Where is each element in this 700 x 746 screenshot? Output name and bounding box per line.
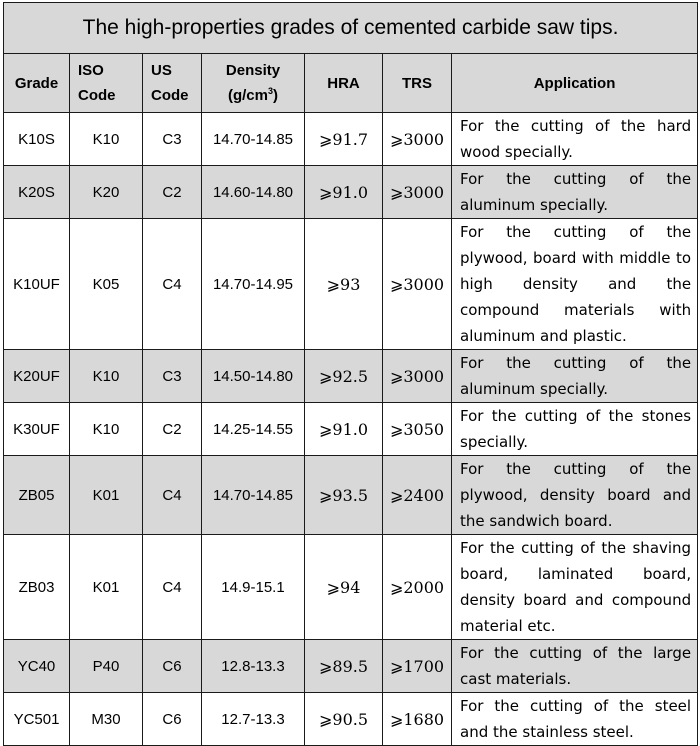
cell-iso-code: K10 bbox=[70, 350, 143, 403]
cell-trs: ⩾3000 bbox=[383, 113, 452, 166]
table-row bbox=[4, 693, 698, 746]
cell-grade: K10S bbox=[4, 113, 70, 166]
cell-us-code: C4 bbox=[143, 456, 202, 535]
cell-grade: YC40 bbox=[4, 640, 70, 693]
cell-application: For the cutting of the aluminum specially. bbox=[452, 166, 698, 219]
cell-application: For the cutting of the hard wood specially. bbox=[452, 113, 698, 166]
cell-application: For the cutting of the aluminum specially. bbox=[452, 350, 698, 403]
cell-grade: K20UF bbox=[4, 350, 70, 403]
cell-hra: ⩾94 bbox=[305, 535, 383, 640]
cell-iso-code: K01 bbox=[70, 535, 143, 640]
cell-hra: ⩾92.5 bbox=[305, 350, 383, 403]
cell-trs: ⩾3050 bbox=[383, 403, 452, 456]
cell-trs: ⩾2000 bbox=[383, 535, 452, 640]
cell-iso-code: M30 bbox=[70, 693, 143, 746]
cell-trs: ⩾3000 bbox=[383, 219, 452, 350]
cell-hra: ⩾91.7 bbox=[305, 113, 383, 166]
cell-grade: ZB05 bbox=[4, 456, 70, 535]
cell-us-code: C2 bbox=[143, 166, 202, 219]
header-density bbox=[202, 54, 305, 113]
cell-density: 14.25-14.55 bbox=[202, 403, 305, 456]
header-iso-line2: Code bbox=[78, 87, 116, 104]
cell-us-code: C4 bbox=[143, 219, 202, 350]
cell-application: For the cutting of the plywood, density board and the sandwich board. bbox=[452, 456, 698, 535]
header-grade: Grade bbox=[4, 54, 70, 113]
header-hra: HRA bbox=[305, 54, 383, 113]
cell-grade: ZB03 bbox=[4, 535, 70, 640]
table-row bbox=[4, 403, 698, 456]
cell-trs: ⩾1700 bbox=[383, 640, 452, 693]
cell-us-code: C2 bbox=[143, 403, 202, 456]
header-density-close: ) bbox=[273, 87, 279, 104]
header-us-code bbox=[143, 54, 202, 113]
table-row bbox=[4, 456, 698, 535]
cell-trs: ⩾2400 bbox=[383, 456, 452, 535]
cell-application: For the cutting of the large cast materials. bbox=[452, 640, 698, 693]
table-body bbox=[4, 113, 698, 746]
table-row bbox=[4, 535, 698, 640]
cell-grade: K20S bbox=[4, 166, 70, 219]
cell-hra: ⩾91.0 bbox=[305, 166, 383, 219]
cell-grade: K30UF bbox=[4, 403, 70, 456]
cell-application: For the cutting of the stones specially. bbox=[452, 403, 698, 456]
cell-application: For the cutting of the plywood, board with middle to high density and the compound materials with aluminum and plastic. bbox=[452, 219, 698, 350]
cell-hra: ⩾91.0 bbox=[305, 403, 383, 456]
header-iso-line1: ISO bbox=[78, 62, 104, 79]
cell-us-code: C3 bbox=[143, 350, 202, 403]
header-density-sup: 3 bbox=[268, 86, 274, 96]
cell-density: 12.7-13.3 bbox=[202, 693, 305, 746]
cell-hra: ⩾90.5 bbox=[305, 693, 383, 746]
cell-hra: ⩾89.5 bbox=[305, 640, 383, 693]
cell-hra: ⩾93 bbox=[305, 219, 383, 350]
table-row bbox=[4, 219, 698, 350]
cell-application: For the cutting of the steel and the stainless steel. bbox=[452, 693, 698, 746]
cell-iso-code: K01 bbox=[70, 456, 143, 535]
cell-iso-code: K10 bbox=[70, 403, 143, 456]
header-us-line2: Code bbox=[151, 87, 189, 104]
cell-iso-code: K20 bbox=[70, 166, 143, 219]
table-row bbox=[4, 166, 698, 219]
cell-trs: ⩾1680 bbox=[383, 693, 452, 746]
header-density-line1: Density bbox=[225, 62, 281, 79]
cell-iso-code: K10 bbox=[70, 113, 143, 166]
cell-us-code: C6 bbox=[143, 693, 202, 746]
cell-us-code: C3 bbox=[143, 113, 202, 166]
cell-trs: ⩾3000 bbox=[383, 350, 452, 403]
cell-density: 14.9-15.1 bbox=[202, 535, 305, 640]
cell-hra: ⩾93.5 bbox=[305, 456, 383, 535]
header-us-line1: US bbox=[151, 62, 172, 79]
header-application: Application bbox=[452, 54, 698, 113]
cell-density: 14.60-14.80 bbox=[202, 166, 305, 219]
cell-density: 14.70-14.85 bbox=[202, 456, 305, 535]
cell-grade: YC501 bbox=[4, 693, 70, 746]
cell-grade: K10UF bbox=[4, 219, 70, 350]
table-row bbox=[4, 350, 698, 403]
cell-iso-code: K05 bbox=[70, 219, 143, 350]
header-density-unit: (g/cm bbox=[227, 87, 268, 104]
cell-density: 14.50-14.80 bbox=[202, 350, 305, 403]
header-row bbox=[4, 54, 698, 113]
table-row bbox=[4, 113, 698, 166]
cell-application: For the cutting of the shaving board, laminated board, density board and compound material etc. bbox=[452, 535, 698, 640]
cell-us-code: C6 bbox=[143, 640, 202, 693]
cell-us-code: C4 bbox=[143, 535, 202, 640]
cell-density: 12.8-13.3 bbox=[202, 640, 305, 693]
cell-trs: ⩾3000 bbox=[383, 166, 452, 219]
cell-density: 14.70-14.85 bbox=[202, 113, 305, 166]
header-iso-code bbox=[70, 54, 143, 113]
header-trs: TRS bbox=[383, 54, 452, 113]
table-title: The high-properties grades of cemented carbide saw tips. bbox=[4, 3, 698, 54]
cell-density: 14.70-14.95 bbox=[202, 219, 305, 350]
cell-iso-code: P40 bbox=[70, 640, 143, 693]
table-row bbox=[4, 640, 698, 693]
carbide-grades-table bbox=[3, 2, 698, 746]
